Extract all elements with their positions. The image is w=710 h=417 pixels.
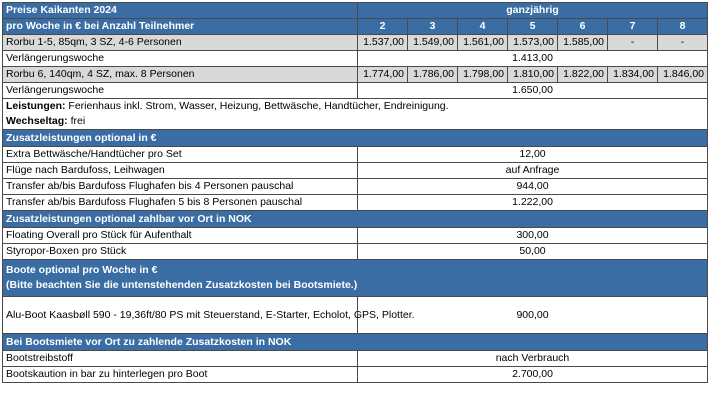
price-cell: -	[608, 35, 658, 51]
unit-name: Rorbu 6, 140qm, 4 SZ, max. 8 Personen	[3, 67, 358, 83]
price-cell: 1.573,00	[508, 35, 558, 51]
participants-col-8: 8	[658, 19, 708, 35]
price-cell: 1.561,00	[458, 35, 508, 51]
extension-price: 1.650,00	[358, 83, 708, 99]
unit-row-rorbu-6	[3, 67, 708, 83]
unit-name: Rorbu 1-5, 85qm, 3 SZ, 4-6 Personen	[3, 35, 358, 51]
services-label: Leistungen:	[6, 100, 66, 112]
extras-label: Styropor-Boxen pro Stück	[3, 244, 358, 260]
extras-label: Floating Overall pro Stück für Aufenthalt	[3, 228, 358, 244]
header-row-2	[3, 19, 708, 35]
season-label: ganzjährig	[358, 3, 708, 19]
extras-value: auf Anfrage	[358, 163, 708, 179]
price-cell: 1.774,00	[358, 67, 408, 83]
extras-label: Transfer ab/bis Bardufoss Flughafen bis 4 Personen pauschal	[3, 179, 358, 195]
extras-row	[3, 147, 708, 163]
changeover-text: frei	[67, 115, 86, 127]
section-title: Zusatzleistungen optional in €	[3, 130, 708, 147]
boats-note: (Bitte beachten Sie die untenstehenden Zusatzkosten bei Bootsmiete.)	[6, 279, 358, 291]
extras-row	[3, 163, 708, 179]
boat-cost-row	[3, 367, 708, 383]
section-header-extras	[3, 130, 708, 147]
extension-label: Verlängerungswoche	[3, 51, 358, 67]
participants-col-5: 5	[508, 19, 558, 35]
table-subtitle: pro Woche in € bei Anzahl Teilnehmer	[3, 19, 358, 35]
info-cell	[3, 99, 708, 130]
extension-row-rorbu-1-5	[3, 51, 708, 67]
price-cell: -	[658, 35, 708, 51]
boat-label: Alu-Boot Kaasbøll 590 - 19,36ft/80 PS mit Steuerstand, E-Starter, Echolot, GPS, Plotter.	[3, 297, 358, 334]
price-cell: 1.585,00	[558, 35, 608, 51]
boat-cost-row	[3, 351, 708, 367]
extras-row	[3, 195, 708, 211]
participants-col-3: 3	[408, 19, 458, 35]
extras-value: 50,00	[358, 244, 708, 260]
boat-cost-value: 2.700,00	[358, 367, 708, 383]
price-cell: 1.822,00	[558, 67, 608, 83]
participants-col-6: 6	[558, 19, 608, 35]
section-title: Bei Bootsmiete vor Ort zu zahlende Zusatzkosten in NOK	[3, 334, 708, 351]
price-cell: 1.846,00	[658, 67, 708, 83]
boat-price: 900,00	[358, 297, 708, 334]
boat-cost-value: nach Verbrauch	[358, 351, 708, 367]
boat-cost-label: Bootstreibstoff	[3, 351, 358, 367]
info-row	[3, 99, 708, 130]
section-title	[3, 260, 708, 297]
boats-title: Boote optional pro Woche in €	[6, 264, 158, 276]
extras-value: 944,00	[358, 179, 708, 195]
extras-label: Flüge nach Bardufoss, Leihwagen	[3, 163, 358, 179]
extras-value: 12,00	[358, 147, 708, 163]
table-title: Preise Kaikanten 2024	[3, 3, 358, 19]
changeover-label: Wechseltag:	[6, 115, 68, 127]
participants-col-4: 4	[458, 19, 508, 35]
extras-nok-row	[3, 244, 708, 260]
unit-row-rorbu-1-5	[3, 35, 708, 51]
section-header-extras-nok	[3, 211, 708, 228]
extras-value: 300,00	[358, 228, 708, 244]
services-text: Ferienhaus inkl. Strom, Wasser, Heizung, Bettwäsche, Handtücher, Endreinigung.	[65, 100, 449, 112]
participants-col-2: 2	[358, 19, 408, 35]
price-cell: 1.537,00	[358, 35, 408, 51]
extension-row-rorbu-6	[3, 83, 708, 99]
extras-label: Transfer ab/bis Bardufoss Flughafen 5 bis 8 Personen pauschal	[3, 195, 358, 211]
boat-row	[3, 297, 708, 334]
extension-label: Verlängerungswoche	[3, 83, 358, 99]
price-cell: 1.834,00	[608, 67, 658, 83]
extension-price: 1.413,00	[358, 51, 708, 67]
price-table	[2, 2, 708, 383]
header-row-1	[3, 3, 708, 19]
price-cell: 1.810,00	[508, 67, 558, 83]
section-header-boats	[3, 260, 708, 297]
participants-col-7: 7	[608, 19, 658, 35]
price-cell: 1.786,00	[408, 67, 458, 83]
price-cell: 1.798,00	[458, 67, 508, 83]
section-header-boat-costs	[3, 334, 708, 351]
extras-label: Extra Bettwäsche/Handtücher pro Set	[3, 147, 358, 163]
boat-cost-label: Bootskaution in bar zu hinterlegen pro Boot	[3, 367, 358, 383]
section-title: Zusatzleistungen optional zahlbar vor Ort in NOK	[3, 211, 708, 228]
price-cell: 1.549,00	[408, 35, 458, 51]
extras-row	[3, 179, 708, 195]
extras-nok-row	[3, 228, 708, 244]
extras-value: 1.222,00	[358, 195, 708, 211]
